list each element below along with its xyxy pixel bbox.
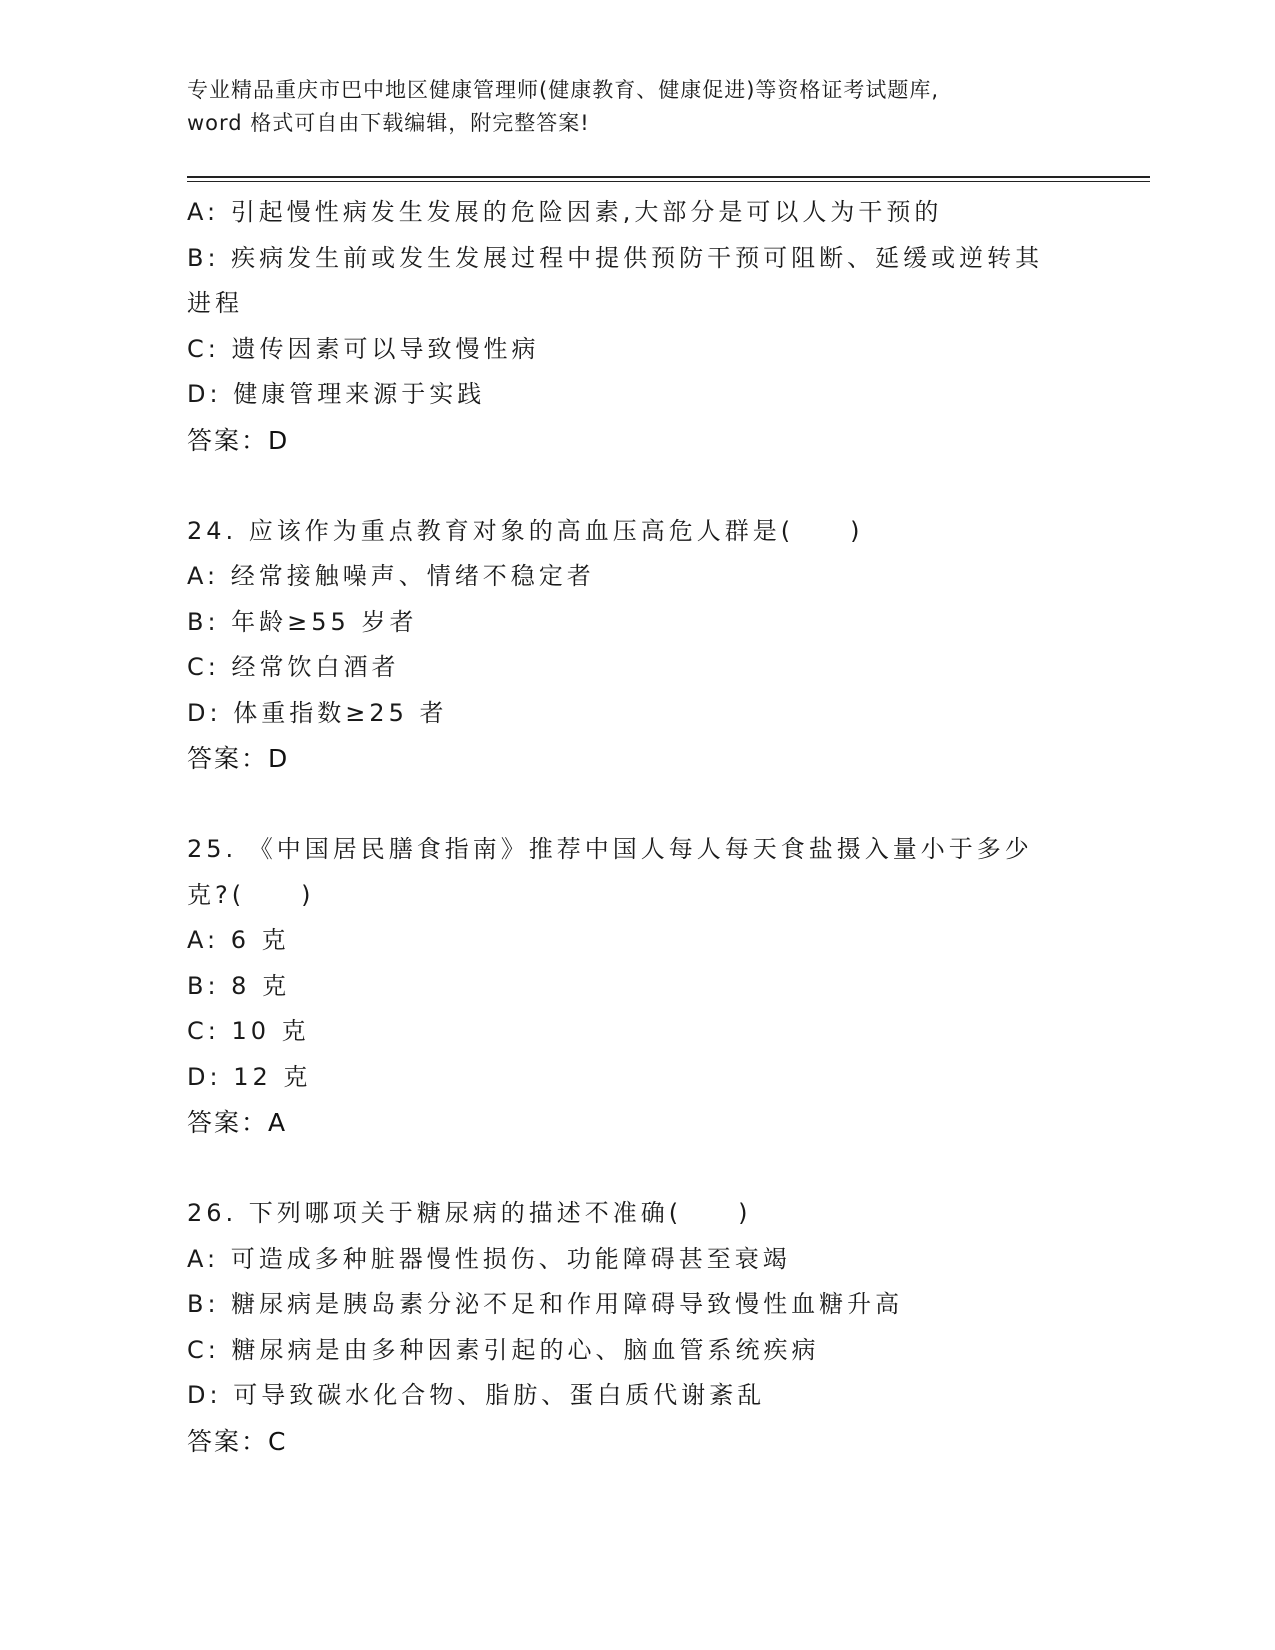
option-line: C: 经常饮白酒者 [187,653,400,681]
header-divider-thick [187,176,1150,178]
answer-line: 答案：C [187,1426,288,1456]
document-header [187,74,1087,140]
option-line: B: 8 克 [187,971,291,1000]
question-stem: 25. 《中国居民膳食指南》推荐中国人每人每天食盐摄入量小于多少 [187,835,1033,863]
option-line: C: 糖尿病是由多种因素引起的心、脑血管系统疾病 [187,1335,820,1364]
option-line: D: 健康管理来源于实践 [187,380,486,408]
question-stem: 26. 下列哪项关于糖尿病的描述不准确( ) [187,1199,752,1227]
option-line-continuation: 进程 [187,289,243,317]
spacer [187,782,1087,828]
spacer [187,1146,1087,1192]
answer-line: 答案：D [187,744,290,773]
question-content [187,190,1087,1464]
option-line: D: 12 克 [187,1062,312,1091]
answer-line: 答案：D [187,425,290,455]
option-line: A: 可造成多种脏器慢性损伤、功能障碍甚至衰竭 [187,1244,791,1273]
question-block [187,1191,1087,1464]
question-stem-continuation: 克?( ) [187,880,315,909]
header-line-2: word 格式可自由下载编辑，附完整答案! [187,111,590,135]
header-divider-thin [187,181,1150,182]
question-block [187,509,1087,782]
spacer [187,463,1087,509]
option-line: A: 6 克 [187,926,290,954]
option-line: B: 年龄≥55 岁者 [187,607,418,636]
option-line: B: 糖尿病是胰岛素分泌不足和作用障碍导致慢性血糖升高 [187,1290,904,1318]
answer-line: 答案：A [187,1108,288,1137]
option-line: A: 引起慢性病发生发展的危险因素,大部分是可以人为干预的 [187,198,943,226]
header-line-1: 专业精品重庆市巴中地区健康管理师(健康教育、健康促进)等资格证考试题库, [187,78,940,102]
question-stem: 24. 应该作为重点教育对象的高血压高危人群是( ) [187,516,864,545]
question-block [187,827,1087,1146]
question-block [187,190,1087,463]
option-line: C: 遗传因素可以导致慢性病 [187,334,540,363]
option-line: D: 体重指数≥25 者 [187,698,448,727]
option-line: D: 可导致碳水化合物、脂肪、蛋白质代谢紊乱 [187,1381,766,1409]
option-line: A: 经常接触噪声、情绪不稳定者 [187,562,595,590]
option-line: B: 疾病发生前或发生发展过程中提供预防干预可阻断、延缓或逆转其 [187,243,1044,272]
option-line: C: 10 克 [187,1017,310,1045]
